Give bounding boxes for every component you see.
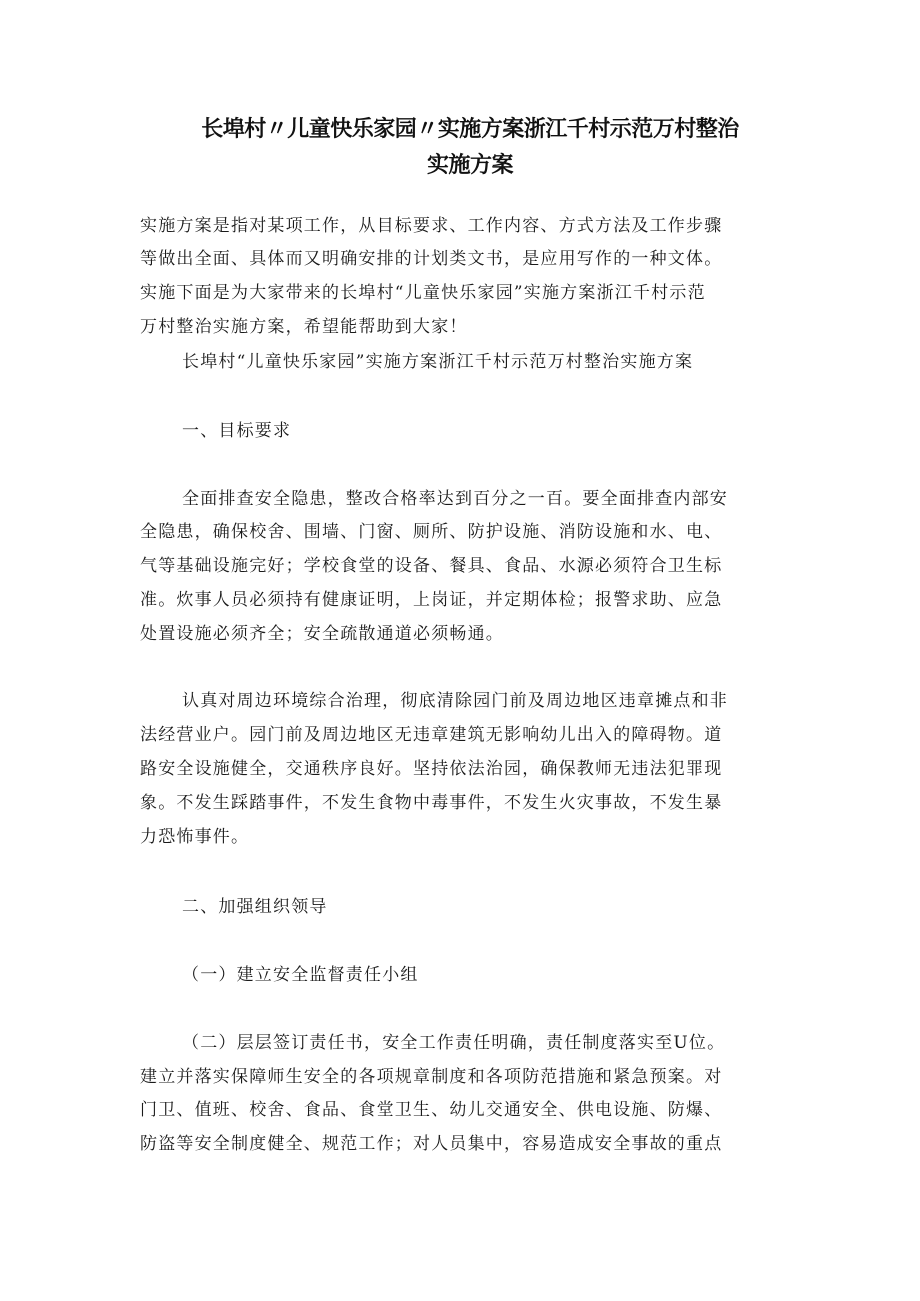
para1-line-5: 处置设施必须齐全；安全疏散通道必须畅通。 [140,624,504,644]
para1-line-2: 全隐患，确保校舍、围墙、门窗、厕所、防护设施、消防设施和水、电、 [140,522,723,542]
subsection-heading-supervision: （一）建立安全监督责任小组 [182,965,419,985]
para1-line-3: 气等基础设施完好；学校食堂的设备、餐具、食品、水源必须符合卫生标 [140,556,723,576]
para2-line-2: 法经营业户。园门前及周边地区无违章建筑无影响幼儿出入的障碍物。道 [140,725,723,745]
intro-line-2: 等做出全面、具体而又明确安排的计划类文书，是应用写作的一种文体。 [140,249,723,269]
document-subtitle: 长埠村“儿童快乐家园”实施方案浙江千村示范万村整治实施方案 [182,352,694,372]
document-title [140,112,800,184]
intro-line-3: 实施下面是为大家带来的长埠村“儿童快乐家园”实施方案浙江千村示范 [140,283,706,303]
intro-line-1: 实施方案是指对某项工作，从目标要求、工作内容、方式方法及工作步骤 [140,216,723,236]
intro-line-4: 万村整治实施方案，希望能帮助到大家！ [140,317,468,337]
para2-line-3: 路安全设施健全，交通秩序良好。坚持依法治园，确保教师无违法犯罪现 [140,759,723,779]
para3-line-1: （二）层层签订责任书，安全工作责任明确，责任制度落实至U位。 [182,1033,726,1053]
section-heading-organization: 二、加强组织领导 [182,897,328,917]
para3-line-2: 建立并落实保障师生安全的各项规章制度和各项防范措施和紧急预案。对 [140,1067,723,1087]
para1-line-1: 全面排查安全隐患，整改合格率达到百分之一百。要全面排查内部安 [182,489,728,509]
para2-line-4: 象。不发生踩踏事件，不发生食物中毒事件，不发生火灾事故，不发生暴 [140,793,723,813]
para3-line-3: 门卫、值班、校舍、食品、食堂卫生、幼儿交通安全、供电设施、防爆、 [140,1100,723,1120]
para2-line-5: 力恐怖事件。 [140,827,250,847]
para1-line-4: 准。炊事人员必须持有健康证明，上岗证，并定期体检；报警求助、应急 [140,590,723,610]
para3-line-4: 防盗等安全制度健全、规范工作；对人员集中，容易造成安全事故的重点 [140,1134,723,1154]
section-heading-goals: 一、目标要求 [182,421,292,441]
title-line-1: 长埠村〃儿童快乐家园〃实施方案浙江千村示范万村整治 [201,117,739,142]
para2-line-1: 认真对周边环境综合治理，彻底清除园门前及周边地区违章摊点和非 [182,691,728,711]
title-line-2: 实施方案 [426,153,513,178]
